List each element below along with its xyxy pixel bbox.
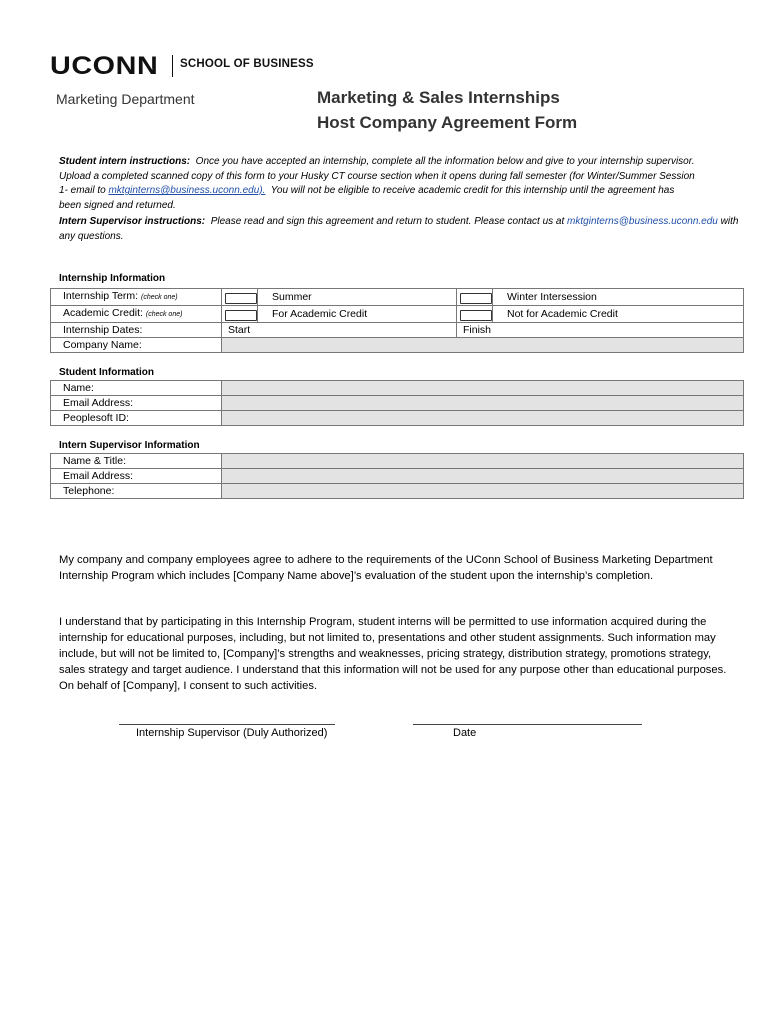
supervisor-instructions — [59, 215, 749, 244]
logo-divider — [172, 55, 173, 77]
uconn-logo: UCONN — [50, 52, 159, 80]
form-title-line2: Host Company Agreement Form — [317, 113, 578, 132]
supervisor-instructions-text3: any questions. — [59, 230, 124, 242]
school-name: SCHOOL OF BUSINESS — [180, 58, 314, 70]
department-name: Marketing Department — [56, 91, 195, 107]
student-instructions — [59, 155, 749, 213]
peoplesoft-id-field[interactable] — [222, 411, 744, 426]
student-info-table — [50, 380, 744, 426]
student-email-link[interactable]: mktginterns@business.uconn.edu). — [108, 185, 266, 196]
term-label: Internship Term: (check one) — [51, 289, 222, 306]
form-title-line1: Marketing & Sales Internships — [317, 88, 560, 107]
student-instructions-text2: Upload a completed scanned copy of this form to your Husky CT course section when it opens during fall semester (for Winter/Summer Session — [59, 170, 695, 182]
student-instructions-text3b: You will not be eligible to receive academic credit for this internship until the agreement has — [270, 185, 675, 196]
company-name-label: Company Name: — [51, 338, 222, 353]
winter-checkbox-cell[interactable] — [457, 289, 493, 306]
date-label: Date — [453, 727, 477, 739]
for-credit-checkbox[interactable] — [225, 310, 257, 321]
credit-label: Academic Credit: (check one) — [51, 306, 222, 323]
supervisor-instructions-text1: Please read and sign this agreement and return to student. Please contact us at — [210, 216, 565, 227]
finish-date-field[interactable]: Finish — [457, 323, 744, 338]
supervisor-email-label: Email Address: — [51, 469, 222, 484]
student-instructions-text4: been signed and returned. — [59, 199, 176, 211]
student-name-field[interactable] — [222, 381, 744, 396]
summer-label: Summer — [258, 289, 457, 306]
student-info-heading: Student Information — [59, 367, 154, 378]
supervisor-telephone-label: Telephone: — [51, 484, 222, 499]
supervisor-signature-label: Internship Supervisor (Duly Authorized) — [136, 727, 328, 739]
supervisor-email-link[interactable]: mktginterns@business.uconn.edu — [567, 216, 718, 227]
supervisor-name-label: Name & Title: — [51, 454, 222, 469]
student-instructions-text3a: 1- email to — [59, 185, 106, 196]
student-instructions-text1: Once you have accepted an internship, complete all the information below and give to your internship supervisor. — [195, 156, 695, 167]
summer-checkbox[interactable] — [225, 293, 257, 304]
winter-label: Winter Intersession — [493, 289, 744, 306]
for-credit-label: For Academic Credit — [258, 306, 457, 323]
winter-checkbox[interactable] — [460, 293, 492, 304]
agreement-paragraph-2: I understand that by participating in this Internship Program, student interns will be permitted to use information acquired during the internship for educational purposes, including, but not limited to, presentations and other student assignments. Such information may include, but will not be limited to, [Company]’s strengths and weaknesses, pricing strategy, distribution strategy, promotions strategy, sales strategy and target audience. I understand that this information will not be used for any purpose other than educational purposes. On behalf of [Company], I consent to such activities. — [59, 616, 727, 692]
for-credit-checkbox-cell[interactable] — [222, 306, 258, 323]
company-name-field[interactable] — [222, 338, 744, 353]
not-credit-checkbox-cell[interactable] — [457, 306, 493, 323]
supervisor-telephone-field[interactable] — [222, 484, 744, 499]
supervisor-signature-line[interactable] — [119, 724, 335, 725]
supervisor-name-field[interactable] — [222, 454, 744, 469]
supervisor-info-table — [50, 453, 744, 499]
date-signature-line[interactable] — [413, 724, 642, 725]
student-instructions-label: Student intern instructions: — [59, 156, 191, 167]
dates-label: Internship Dates: — [51, 323, 222, 338]
summer-checkbox-cell[interactable] — [222, 289, 258, 306]
student-email-field[interactable] — [222, 396, 744, 411]
internship-info-table — [50, 288, 744, 353]
peoplesoft-id-label: Peoplesoft ID: — [51, 411, 222, 426]
not-credit-label: Not for Academic Credit — [493, 306, 744, 323]
student-email-label: Email Address: — [51, 396, 222, 411]
student-name-label: Name: — [51, 381, 222, 396]
internship-info-heading: Internship Information — [59, 273, 166, 284]
agreement-paragraph-1: My company and company employees agree to adhere to the requirements of the UConn School of Business Marketing Department Internship Program which includes [Company Name above]’s evaluation of the student upon the internship’s completion. — [59, 554, 713, 582]
supervisor-email-field[interactable] — [222, 469, 744, 484]
supervisor-instructions-label: Intern Supervisor instructions: — [59, 216, 206, 227]
supervisor-instructions-text2: with — [720, 216, 739, 227]
not-credit-checkbox[interactable] — [460, 310, 492, 321]
start-date-field[interactable]: Start — [222, 323, 457, 338]
supervisor-info-heading: Intern Supervisor Information — [59, 440, 200, 451]
